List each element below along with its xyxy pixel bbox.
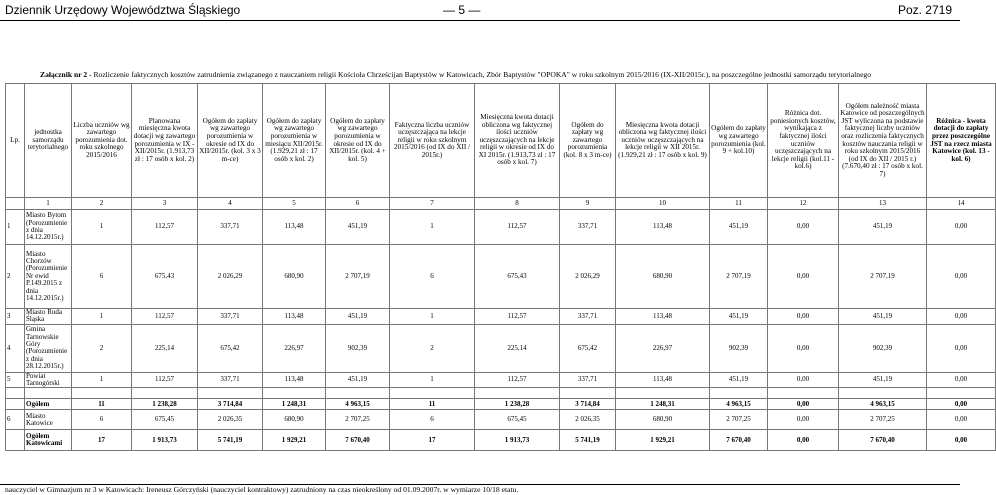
table-row xyxy=(6,324,996,372)
col-number: 1 xyxy=(25,198,72,210)
value-cell: 680,90 xyxy=(616,410,710,430)
value-cell: 2 707,19 xyxy=(710,245,768,309)
value-cell: 1 xyxy=(390,372,475,388)
value-cell: 0,00 xyxy=(927,399,996,410)
value-cell: 337,71 xyxy=(560,309,616,325)
value-cell: 112,57 xyxy=(475,372,560,388)
value-cell: 337,71 xyxy=(560,372,616,388)
value-cell: 0,00 xyxy=(768,399,839,410)
value-cell: 451,19 xyxy=(326,210,390,245)
col-number xyxy=(6,198,25,210)
col-number: 11 xyxy=(710,198,768,210)
value-cell: 0,00 xyxy=(927,410,996,430)
value-cell: 451,19 xyxy=(710,210,768,245)
header-cell: Planowana miesięczna kwota dotacji wg zawartego porozumienia w IX - XII/2015r. (1.913,73 zł : 17 osób x kol. 2) xyxy=(132,84,198,198)
value-cell: 11 xyxy=(390,399,475,410)
value-cell: 0,00 xyxy=(768,324,839,372)
col-number: 12 xyxy=(768,198,839,210)
col-number: 13 xyxy=(839,198,927,210)
page-number: — 5 — xyxy=(443,3,481,17)
value-cell: 2 707,25 xyxy=(326,410,390,430)
header-cell: jednostka samorządu terytorialnego xyxy=(25,84,72,198)
value-cell: 451,19 xyxy=(326,309,390,325)
value-cell: 675,42 xyxy=(560,324,616,372)
row-number: 2 xyxy=(6,245,25,309)
value-cell: 17 xyxy=(72,430,132,451)
value-cell: 1 xyxy=(390,309,475,325)
value-cell: 451,19 xyxy=(839,309,927,325)
value-cell: 1 913,73 xyxy=(132,430,198,451)
value-cell: 0,00 xyxy=(927,245,996,309)
value-cell: 675,42 xyxy=(198,324,263,372)
col-number: 4 xyxy=(198,198,263,210)
header-cell: Ogółem do zapłaty wg zawartego porozumienia (kol. 8 x 3 m-ce) xyxy=(560,84,616,198)
jst-name: Powiat Tarnogórski xyxy=(25,372,72,388)
col-number: 8 xyxy=(475,198,560,210)
jst-name: Miasto Chorzów (Porozumienie Nr ewid P.149.2015 z dnia 14.12.2015r.) xyxy=(25,245,72,309)
value-cell: 2 xyxy=(390,324,475,372)
value-cell: 112,57 xyxy=(132,210,198,245)
header-cell: Faktyczna liczba uczniów uczęszczająca na lekcje religii w roku szkolnym 2015/2016 (od IX do XII / 2015r.) xyxy=(390,84,475,198)
col-number: 9 xyxy=(560,198,616,210)
header-cell: Ogółem do zapłaty wg zawartego porozumienia w miesiącu XII/2015r. (1.929,21 zł : 17 osób x kol. 2) xyxy=(263,84,326,198)
value-cell: 3 714,84 xyxy=(560,399,616,410)
jst-name: Miasto Bytom (Porozumienie z dnia 14.12.2015r.) xyxy=(25,210,72,245)
value-cell: 1 913,73 xyxy=(475,430,560,451)
value-cell: 0,00 xyxy=(927,210,996,245)
table-row xyxy=(6,245,996,309)
value-cell: 337,71 xyxy=(198,210,263,245)
value-cell: 0,00 xyxy=(927,430,996,451)
value-cell: 112,57 xyxy=(132,309,198,325)
value-cell: 226,97 xyxy=(263,324,326,372)
total-row xyxy=(6,430,996,451)
value-cell: 1 xyxy=(72,372,132,388)
table-row xyxy=(6,210,996,245)
table-row xyxy=(6,372,996,388)
value-cell: 7 670,40 xyxy=(839,430,927,451)
row-number: 5 xyxy=(6,372,25,388)
value-cell: 1 248,31 xyxy=(263,399,326,410)
col-number: 6 xyxy=(326,198,390,210)
header-cell: Ogółem należność miasta Katowice od poszczególnych JST wyliczona na podstawie faktycznej liczby uczniów oraz rozliczenia faktycznych kosztów nauczania religii w roku szkolnym 2015/2016 (od IX do XII / 2015 r.) (7.670,40 zł : 17 osób x kol. 7) xyxy=(839,84,927,198)
value-cell: 902,39 xyxy=(839,324,927,372)
value-cell: 4 963,15 xyxy=(326,399,390,410)
value-cell: 17 xyxy=(390,430,475,451)
value-cell: 1 xyxy=(390,210,475,245)
value-cell: 675,45 xyxy=(475,410,560,430)
settlement-table xyxy=(5,83,996,451)
value-cell: 5 741,19 xyxy=(198,430,263,451)
value-cell: 112,57 xyxy=(475,210,560,245)
value-cell: 1 248,31 xyxy=(616,399,710,410)
value-cell: 11 xyxy=(72,399,132,410)
table-row xyxy=(6,410,996,430)
value-cell: 1 929,21 xyxy=(616,430,710,451)
value-cell: 113,48 xyxy=(616,309,710,325)
attachment-title xyxy=(40,70,871,79)
value-cell: 451,19 xyxy=(710,372,768,388)
jst-name: Ogółem xyxy=(25,399,72,410)
value-cell: 2 xyxy=(72,324,132,372)
journal-title: Dziennik Urzędowy Województwa Śląskiego xyxy=(5,3,241,17)
value-cell: 675,43 xyxy=(475,245,560,309)
col-number: 3 xyxy=(132,198,198,210)
value-cell: 902,39 xyxy=(710,324,768,372)
value-cell: 680,90 xyxy=(616,245,710,309)
value-cell: 7 670,40 xyxy=(710,430,768,451)
value-cell: 112,57 xyxy=(132,372,198,388)
header-cell: Różnica dot. poniesionych kosztów, wynikająca z faktycznej ilości uczniów uczęszczających na lekcje religii (kol.11 - kol.6) xyxy=(768,84,839,198)
value-cell: 1 xyxy=(72,309,132,325)
header-divider xyxy=(0,20,960,21)
col-number: 14 xyxy=(927,198,996,210)
value-cell: 2 707,25 xyxy=(839,410,927,430)
value-cell: 451,19 xyxy=(710,309,768,325)
col-number: 2 xyxy=(72,198,132,210)
empty-cell xyxy=(6,399,25,410)
value-cell: 680,90 xyxy=(263,410,326,430)
sum-row xyxy=(6,399,996,410)
jst-name: Miasto Katowice xyxy=(25,410,72,430)
value-cell: 112,57 xyxy=(475,309,560,325)
value-cell: 2 707,19 xyxy=(326,245,390,309)
value-cell: 2 707,25 xyxy=(710,410,768,430)
value-cell: 1 238,28 xyxy=(475,399,560,410)
value-cell: 675,43 xyxy=(132,245,198,309)
value-cell: 6 xyxy=(390,410,475,430)
value-cell: 0,00 xyxy=(768,245,839,309)
header-cell: Ogółem do zapłaty wg zawartego porozumienia (kol. 9 + kol.10) xyxy=(710,84,768,198)
value-cell: 113,48 xyxy=(616,372,710,388)
header-cell: Lp. xyxy=(6,84,25,198)
spacer-row xyxy=(6,388,996,399)
value-cell: 113,48 xyxy=(263,372,326,388)
empty-cell xyxy=(6,430,25,451)
value-cell: 4 963,15 xyxy=(839,399,927,410)
value-cell: 2 026,29 xyxy=(560,245,616,309)
value-cell: 4 963,15 xyxy=(710,399,768,410)
jst-name: Gmina Tarnowskie Góry (Porozumienie z dnia 28.12.2015r.) xyxy=(25,324,72,372)
value-cell: 2 026,35 xyxy=(560,410,616,430)
attachment-description: - Rozliczenie faktycznych kosztów zatrudnienia związanego z nauczaniem religii Kościoła Chrześcijan Baptystów w Katowicach, Zbór Baptystów "OPOKA" w roku szkolnym 2015/2016 (IX-XII/2015r.), na poszczególne jednostki samorządu terytorialnego xyxy=(87,70,872,79)
value-cell: 0,00 xyxy=(768,372,839,388)
row-number: 1 xyxy=(6,210,25,245)
jst-name: Miasto Ruda Śląska xyxy=(25,309,72,325)
value-cell: 0,00 xyxy=(768,410,839,430)
header-cell: Ogółem do zapłaty wg zawartego porozumienia w okresie od IX do XII/2015r. (kol. 3 x 3 m-ce) xyxy=(198,84,263,198)
value-cell: 225,14 xyxy=(475,324,560,372)
value-cell: 2 026,29 xyxy=(198,245,263,309)
value-cell: 113,48 xyxy=(616,210,710,245)
value-cell: 680,90 xyxy=(263,245,326,309)
row-number: 4 xyxy=(6,324,25,372)
value-cell: 451,19 xyxy=(326,372,390,388)
footnote: nauczyciel w Gimnazjum nr 3 w Katowicach: Ireneusz Górczyński (nauczyciel kontraktowy) zatrudniony na czas nieokreślony od 01.09.2007r. w wymiarze 10/18 etatu. xyxy=(5,485,519,494)
row-number: 3 xyxy=(6,309,25,325)
col-number: 7 xyxy=(390,198,475,210)
value-cell: 6 xyxy=(72,245,132,309)
header-row xyxy=(6,84,996,198)
row-number: 6 xyxy=(6,410,25,430)
table-row xyxy=(6,309,996,325)
value-cell: 226,97 xyxy=(616,324,710,372)
position-number: Poz. 2719 xyxy=(897,3,952,17)
jst-name: Ogółem Katowicami xyxy=(25,430,72,451)
value-cell: 337,71 xyxy=(560,210,616,245)
value-cell: 2 026,35 xyxy=(198,410,263,430)
value-cell: 1 xyxy=(72,210,132,245)
col-number: 10 xyxy=(616,198,710,210)
attachment-label: Załącznik nr 2 xyxy=(40,70,88,79)
value-cell: 6 xyxy=(390,245,475,309)
value-cell: 2 707,19 xyxy=(839,245,927,309)
header-cell: Miesięczna kwota dotacji obliczona wg faktycznej ilości uczniów uczęszczających na lekcje religii w XII 2015r. (1.929,21 zł : 17 osób x kol. 9) xyxy=(616,84,710,198)
value-cell: 113,48 xyxy=(263,309,326,325)
col-number: 5 xyxy=(263,198,326,210)
value-cell: 0,00 xyxy=(927,372,996,388)
header-cell: Liczba uczniów wg zawartego porozumienia dot. roku szkolnego 2015/2016 xyxy=(72,84,132,198)
column-number-row xyxy=(6,198,996,210)
value-cell: 451,19 xyxy=(839,372,927,388)
value-cell: 0,00 xyxy=(927,324,996,372)
value-cell: 6 xyxy=(72,410,132,430)
value-cell: 337,71 xyxy=(198,372,263,388)
value-cell: 1 238,28 xyxy=(132,399,198,410)
page-header xyxy=(0,0,960,20)
value-cell: 902,39 xyxy=(326,324,390,372)
value-cell: 5 741,19 xyxy=(560,430,616,451)
value-cell: 0,00 xyxy=(768,309,839,325)
value-cell: 3 714,84 xyxy=(198,399,263,410)
value-cell: 0,00 xyxy=(768,430,839,451)
value-cell: 225,14 xyxy=(132,324,198,372)
value-cell: 337,71 xyxy=(198,309,263,325)
header-cell: Ogółem do zapłaty wg zawartego porozumienia w okresie od IX do XII/2015r. (kol. 4 + kol. 5) xyxy=(326,84,390,198)
value-cell: 113,48 xyxy=(263,210,326,245)
value-cell: 1 929,21 xyxy=(263,430,326,451)
value-cell: 7 670,40 xyxy=(326,430,390,451)
value-cell: 451,19 xyxy=(839,210,927,245)
header-cell: Miesięczna kwota dotacji obliczona wg faktycznej ilości uczniów uczęszczających na lekcje religii w okresie od IX do XI 2015r. (1.913,73 zł : 17 osób x kol. 7) xyxy=(475,84,560,198)
value-cell: 0,00 xyxy=(768,210,839,245)
value-cell: 675,45 xyxy=(132,410,198,430)
value-cell: 0,00 xyxy=(927,309,996,325)
header-cell: Różnica - kwota dotacji do zapłaty przez poszczególne JST na rzecz miasta Katowice (kol. 13 - kol. 6) xyxy=(927,84,996,198)
